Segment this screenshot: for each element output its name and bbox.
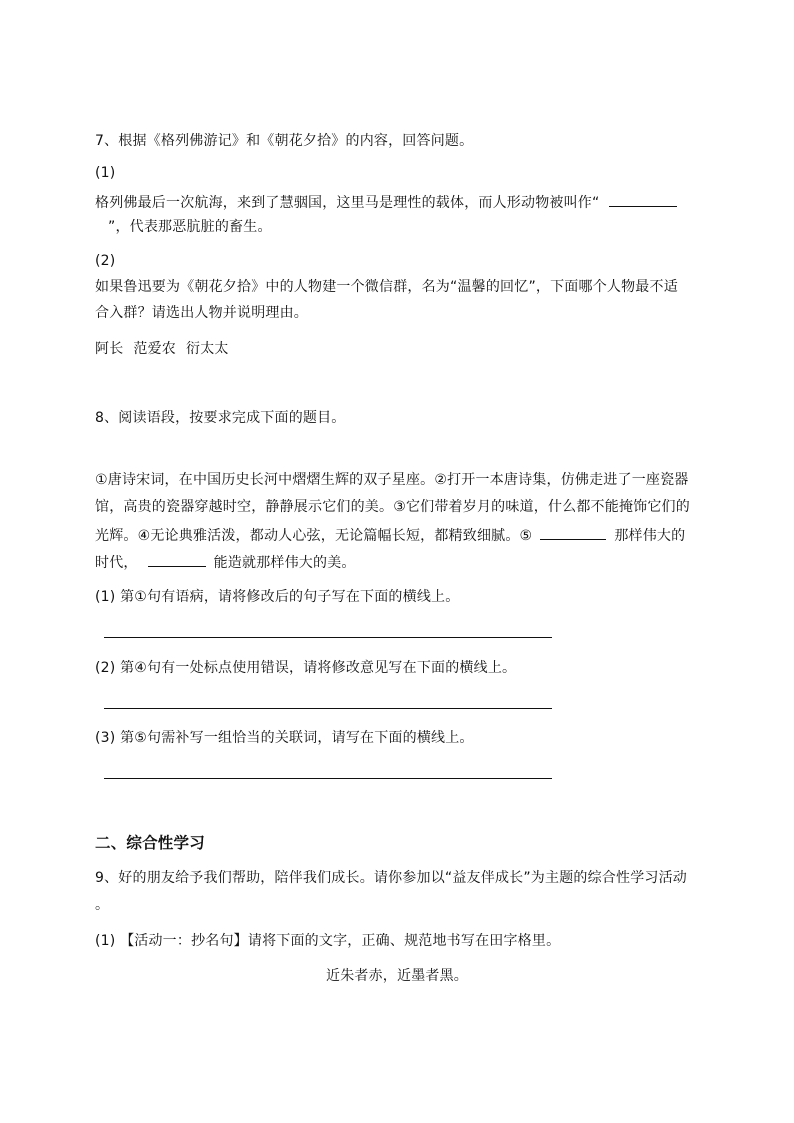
q7-part2-number: (2): [95, 253, 116, 269]
q9-line2: 。: [95, 897, 110, 913]
q8-passage-line3-text: 光辉。④无论典雅活泼，都动人心弦，无论篇幅长短，都精致细腻。⑤: [95, 528, 533, 544]
option-a-chang: 阿长: [95, 341, 124, 357]
q7-part1-text: 格列佛最后一次航海，来到了慧骃国，这里马是理性的载体，而人形动物被叫作“: [95, 195, 600, 211]
q7-part1-text-line2: ”，代表那恶肮脏的畜生。: [108, 219, 272, 235]
option-yan-taitai: 衍太太: [186, 341, 229, 357]
q8-sub3: (3) 第⑤句需补写一组恰当的关联词，请写在下面的横线上。: [95, 730, 474, 746]
q9-quote: 近朱者赤，近墨者黑。: [326, 968, 468, 984]
q7-part1-number: (1): [95, 165, 116, 181]
q8-blank-2[interactable]: [148, 552, 206, 567]
q8-passage-line1: ①唐诗宋词，在中国历史长河中熠熠生辉的双子星座。②打开一本唐诗集，仿佛走进了一座瓷器: [95, 472, 689, 488]
q8-sub3-answer-line[interactable]: [104, 778, 552, 779]
q7-title: 7、根据《格列佛游记》和《朝花夕拾》的内容，回答问题。: [95, 133, 474, 149]
q8-passage-line4-start: 时代，: [95, 555, 138, 571]
section-heading: 二、综合性学习: [95, 834, 205, 852]
q7-part2-text-line2: 合入群？请选出人物并说明理由。: [95, 305, 308, 321]
q8-passage-line4-end: 能造就那样伟大的美。: [213, 555, 356, 571]
q8-sub1: (1) 第①句有语病，请将修改后的句子写在下面的横线上。: [95, 589, 460, 605]
q8-passage-line3: [95, 525, 685, 545]
q8-sub2-answer-line[interactable]: [104, 708, 552, 709]
q7-part1-text-line1: [95, 192, 677, 212]
q8-passage-line2: 馆，高贵的瓷器穿越时空，静静展示它们的美。③它们带着岁月的味道，什么都不能掩饰它们的: [95, 499, 690, 515]
q7-answer-blank[interactable]: [609, 192, 677, 207]
q9-line1: 9、好的朋友给予我们帮助，陪伴我们成长。请你参加以“益友伴成长”为主题的综合性学习活动: [95, 870, 688, 886]
q8-blank-1[interactable]: [540, 525, 606, 540]
q8-passage-line4: [95, 552, 356, 572]
q7-options: [95, 340, 229, 358]
q9-sub1: (1) 【活动一：抄名句】请将下面的文字，正确、规范地书写在田字格里。: [95, 933, 561, 949]
q7-part2-text-line1: 如果鲁迅要为《朝花夕拾》中的人物建一个微信群，名为“温馨的回忆”，下面哪个人物最不适: [95, 279, 678, 295]
q8-sub2: (2) 第④句有一处标点使用错误，请将修改意见写在下面的横线上。: [95, 660, 517, 676]
q8-title: 8、阅读语段，按要求完成下面的题目。: [95, 410, 346, 426]
option-fan-ainong: 范爱农: [133, 341, 177, 357]
q8-passage-line3-end: 那样伟大的: [614, 528, 686, 544]
q8-sub1-answer-line[interactable]: [104, 637, 552, 638]
